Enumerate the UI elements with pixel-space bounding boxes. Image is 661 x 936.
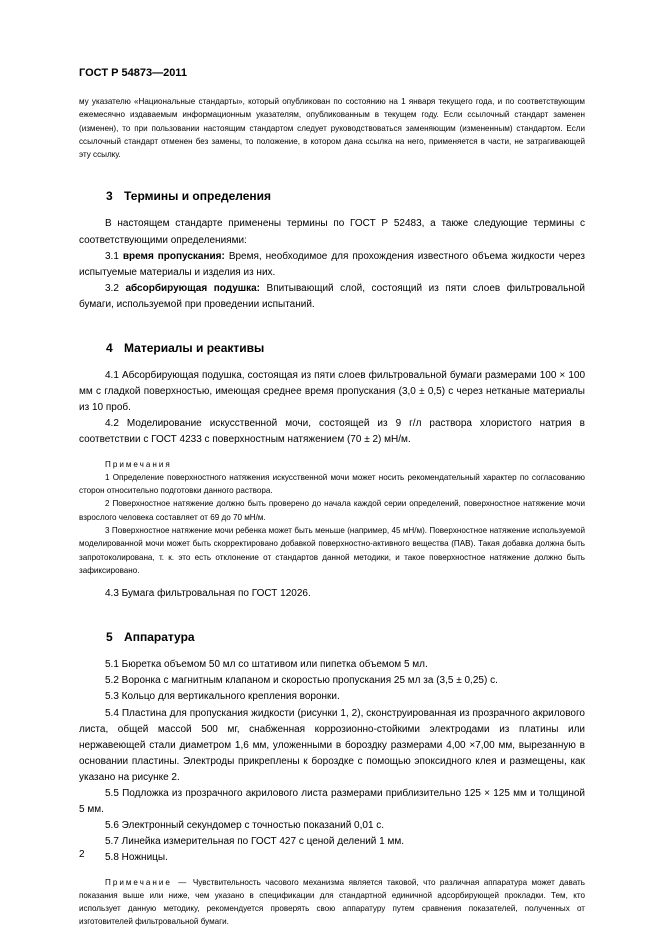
section-5-title: Аппаратура — [124, 630, 195, 645]
item-5-1: 5.1 Бюретка объемом 50 мл со штативом или пипетка объемом 5 мл. — [105, 659, 428, 671]
item-5-4: 5.4 Пластина для пропускания жидкости (рисунки 1, 2), сконструированная из прозрачного акрилового листа, общей массой 500 мг, снабженная коррозионно-стойкими электродами из платины или нержавеющей стали диаметром 1,6 мм, уложенными в бороздку размерами 4,00 ×7,00 мм, вырезанную в основании пластины. Электроды прикреплены к бороздке с помощью эпоксидного клея и размещены, как указано на рисунке 2. — [79, 707, 585, 783]
section-4-title: Материалы и реактивы — [124, 341, 265, 356]
note-1: 1 Определение поверхностного натяжения искусственной мочи может носить рекомендательный характер по согласованию сторон относительно подготовки данного раствора. — [79, 472, 585, 496]
term-3-1-number: 3.1 — [105, 250, 119, 262]
term-3-2-number: 3.2 — [105, 282, 119, 294]
item-4-3: 4.3 Бумага фильтровальная по ГОСТ 12026. — [105, 588, 311, 600]
page-content — [79, 95, 585, 929]
section-3-intro: В настоящем стандарте применены термины по ГОСТ Р 52483, а также следующие термины с соответствующими определениями: — [79, 218, 585, 246]
document-header: ГОСТ Р 54873—2011 — [79, 67, 187, 79]
notes-title: Примечания — [105, 459, 172, 469]
section-4-heading — [79, 341, 585, 355]
intro-paragraph: му указателю «Национальные стандарты», который опубликован по состоянию на 1 января текущего года, и по соответствующим ежемесячно издаваемым информационным указателям, опубликованным в текущем году. Если ссылочный стандарт заменен (изменен), то при пользовании настоящим стандартом следует руководствоваться заменяющим (измененным) стандартом. Если ссылочный стандарт отменен без замены, то положение, в котором дана ссылка на него, применяется в части, не затрагивающей эту ссылку. — [79, 97, 585, 160]
term-3-1-definition: Время, необходимое для прохождения известного объема жидкости через испытуемые материалы и изделия из них. — [79, 250, 585, 278]
section-5-heading — [79, 630, 585, 644]
item-4-2: 4.2 Моделирование искусственной мочи, состоящей из 9 г/л раствора хлористого натрия в соответствии с ГОСТ 4233 с поверхностным натяжением (70 ± 2) мН/м. — [79, 418, 585, 446]
section-3-number: 3 — [106, 189, 113, 204]
term-3-1 — [79, 249, 585, 281]
item-5-2: 5.2 Воронка с магнитным клапаном и скоростью пропускания 25 мл за (3,5 ± 0,25) с. — [105, 675, 498, 687]
term-3-2-definition: Впитывающий слой, состоящий из пяти слоев фильтровальной бумаги, используемой при проведении испытаний. — [79, 282, 585, 310]
section-3-heading — [79, 189, 585, 203]
item-5-5: 5.5 Подложка из прозрачного акрилового листа размерами приблизительно 125 × 125 мм и толщиной 5 мм. — [79, 788, 585, 816]
section-5-note — [79, 876, 585, 929]
term-3-2-name: абсорбирующая подушка: — [125, 282, 260, 294]
item-4-1: 4.1 Абсорбирующая подушка, состоящая из пяти слоев фильтровальной бумаги размерами 100 × 100 мм с гладкой поверхностью, имеющая среднее время пропускания (3,0 ± 0,5) с через нетканые материалы из 10 проб. — [79, 370, 585, 414]
item-5-7: 5.7 Линейка измерительная по ГОСТ 427 с ценой делений 1 мм. — [105, 836, 405, 848]
section-5-note-text: Чувствительность часового механизма является таковой, что различная аппаратура может давать показания выше или ниже, чем указано в спецификации для стандартной единичной адсорбирующей прокладки. Тем, кто использует данную методику, рекомендуется проверять свою аппаратуру путем сравнения показателей, полученных от изготовителей фильтровальной бумаги. — [79, 877, 585, 927]
note-3: 3 Поверхностное натяжение мочи ребенка может быть меньше (например, 45 мН/м). Поверхностное натяжение используемой моделированной мочи может быть скорректировано добавкой поверхностно-активного вещества (ПАВ). Такая добавка должна быть запротоколирована, т. к. это есть отклонение от стандартов данной методики, и такое поверхностное натяжение должно быть зафиксировано. — [79, 526, 585, 575]
term-3-2 — [79, 281, 585, 313]
item-5-8: 5.8 Ножницы. — [105, 852, 168, 864]
section-5-number: 5 — [106, 630, 113, 645]
page-number: 2 — [79, 849, 85, 860]
term-3-1-name: время пропускания: — [122, 250, 225, 262]
item-5-3: 5.3 Кольцо для вертикального крепления воронки. — [105, 691, 340, 703]
item-5-6: 5.6 Электронный секундомер с точностью показаний 0,01 с. — [105, 820, 385, 832]
section-4-number: 4 — [106, 341, 113, 356]
note-2: 2 Поверхностное натяжение должно быть проверено до начала каждой серии определений, поверхностное натяжение мочи взрослого человека составляет от 69 до 70 мН/м. — [79, 499, 585, 522]
section-3-title: Термины и определения — [124, 189, 272, 204]
section-5-note-label: Примечание — — [105, 877, 189, 887]
